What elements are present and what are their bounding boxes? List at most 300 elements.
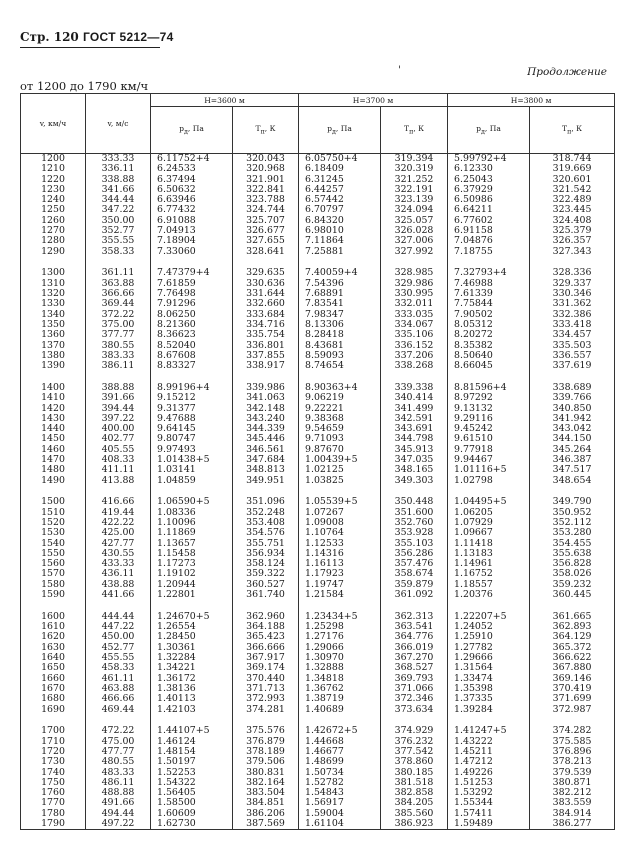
table-cell: 1510: [21, 508, 86, 518]
table-cell: 6.91158: [448, 226, 530, 236]
table-cell: 8.36623: [151, 330, 233, 340]
table-cell: 8.83327: [151, 361, 233, 371]
table-cell: 450.00: [86, 632, 151, 642]
table-cell: 1.36762: [299, 684, 381, 694]
table-cell: 1690: [21, 705, 86, 715]
table-cell: 1.04495+5: [448, 497, 530, 507]
table-cell: 1.22207+5: [448, 612, 530, 622]
table-cell: 367.917: [233, 653, 299, 663]
table-cell: 353.408: [233, 518, 299, 528]
table-cell: 438.88: [86, 580, 151, 590]
table-cell: 400.00: [86, 424, 151, 434]
table-cell: 6.18409: [299, 164, 381, 174]
table-cell: 419.44: [86, 508, 151, 518]
table-cell: 378.213: [530, 757, 615, 767]
table-cell: 1400: [21, 383, 86, 393]
table-cell: 372.987: [530, 705, 615, 715]
table-cell: 372.22: [86, 310, 151, 320]
table-cell: 497.22: [86, 819, 151, 830]
table-cell: 364.776: [381, 632, 448, 642]
table-cell: 1.53292: [448, 788, 530, 798]
table-cell: 1.34818: [299, 674, 381, 684]
table-cell: 326.028: [381, 226, 448, 236]
table-cell: 364.188: [233, 622, 299, 632]
table-cell: 370.419: [530, 684, 615, 694]
table-cell: 355.751: [233, 539, 299, 549]
table-cell: 413.88: [86, 476, 151, 486]
table-cell: 1.16752: [448, 569, 530, 579]
table-cell: 1.54843: [299, 788, 381, 798]
speed-range: от 1200 до 1790 км/ч: [20, 79, 149, 93]
table-cell: 1760: [21, 788, 86, 798]
table-cell: 330.995: [381, 289, 448, 299]
table-cell: 8.05312: [448, 320, 530, 330]
col-speed-ms: v, м/с: [86, 94, 151, 154]
table-cell: 336.557: [530, 351, 615, 361]
table-cell: 1.00439+5: [299, 455, 381, 465]
table-cell: 343.240: [233, 414, 299, 424]
table-cell: 361.11: [86, 268, 151, 278]
col-temperature-2: $T_п$, К: [381, 107, 448, 154]
table-cell: 475.00: [86, 737, 151, 747]
page-number: Стр. 120: [20, 30, 79, 44]
table-cell: 8.99196+4: [151, 383, 233, 393]
table-cell: 9.38368: [299, 414, 381, 424]
table-cell: 363.88: [86, 279, 151, 289]
table-cell: 6.70797: [299, 205, 381, 215]
table-cell: 1.40113: [151, 694, 233, 704]
table-cell: 1.42103: [151, 705, 233, 715]
table-cell: 338.917: [233, 361, 299, 371]
atmosphere-table: [20, 93, 615, 830]
table-cell: 1.22801: [151, 590, 233, 600]
table-cell: 379.539: [530, 768, 615, 778]
table-cell: 9.80747: [151, 434, 233, 444]
table-cell: 355.55: [86, 236, 151, 246]
table-cell: 1.56917: [299, 798, 381, 808]
table-cell: 386.11: [86, 361, 151, 371]
table-cell: 1570: [21, 569, 86, 579]
table-cell: 6.98010: [299, 226, 381, 236]
table-cell: 1.05539+5: [299, 497, 381, 507]
table-cell: 351.600: [381, 508, 448, 518]
table-cell: 9.94467: [448, 455, 530, 465]
table-cell: 8.20272: [448, 330, 530, 340]
table-cell: 338.268: [381, 361, 448, 371]
table-cell: 8.59093: [299, 351, 381, 361]
table-cell: 1.30361: [151, 643, 233, 653]
table-cell: 1.18557: [448, 580, 530, 590]
table-cell: 335.754: [233, 330, 299, 340]
table-cell: 342.148: [233, 404, 299, 414]
table-cell: 1630: [21, 643, 86, 653]
table-cell: 1650: [21, 663, 86, 673]
table-cell: 357.476: [381, 559, 448, 569]
table-cell: 8.66045: [448, 361, 530, 371]
table-cell: 1750: [21, 778, 86, 788]
table-cell: 378.860: [381, 757, 448, 767]
table-cell: 1.08336: [151, 508, 233, 518]
table-cell: 6.05750+4: [299, 154, 381, 165]
table-cell: 335.106: [381, 330, 448, 340]
table-cell: 1290: [21, 247, 86, 257]
table-cell: 369.174: [233, 663, 299, 673]
table-cell: 319.669: [530, 164, 615, 174]
table-cell: 1360: [21, 330, 86, 340]
table-cell: 375.585: [530, 737, 615, 747]
table-cell: 7.47379+4: [151, 268, 233, 278]
table-cell: 1.52782: [299, 778, 381, 788]
table-cell: 350.448: [381, 497, 448, 507]
table-cell: 320.968: [233, 164, 299, 174]
table-cell: 1.38136: [151, 684, 233, 694]
table-cell: 328.641: [233, 247, 299, 257]
table-cell: 337.619: [530, 361, 615, 371]
table-cell: 6.63946: [151, 195, 233, 205]
table-cell: 372.346: [381, 694, 448, 704]
table-cell: 370.440: [233, 674, 299, 684]
table-cell: 1790: [21, 819, 86, 830]
table-cell: 1250: [21, 205, 86, 215]
table-cell: 325.379: [530, 226, 615, 236]
table-cell: 1480: [21, 465, 86, 475]
table-cell: 9.22221: [299, 404, 381, 414]
table-cell: 6.91088: [151, 216, 233, 226]
table-cell: 382.164: [233, 778, 299, 788]
table-cell: 341.66: [86, 185, 151, 195]
table-cell: 349.790: [530, 497, 615, 507]
table-cell: 327.992: [381, 247, 448, 257]
table-cell: 333.33: [86, 154, 151, 165]
table-cell: 1330: [21, 299, 86, 309]
table-cell: 363.541: [381, 622, 448, 632]
table-cell: 427.77: [86, 539, 151, 549]
table-cell: 344.798: [381, 434, 448, 444]
col-pressure-1: $p_д$, Па: [151, 107, 233, 154]
table-cell: 360.527: [233, 580, 299, 590]
table-cell: 8.50640: [448, 351, 530, 361]
table-cell: 1390: [21, 361, 86, 371]
table-cell: 391.66: [86, 393, 151, 403]
table-cell: 1.13183: [448, 549, 530, 559]
table-cell: 344.339: [233, 424, 299, 434]
table-cell: 350.00: [86, 216, 151, 226]
table-cell: 1.27782: [448, 643, 530, 653]
table-cell: 334.067: [381, 320, 448, 330]
table-cell: 1.31564: [448, 663, 530, 673]
table-cell: 335.503: [530, 341, 615, 351]
table-cell: 328.336: [530, 268, 615, 278]
table-cell: 8.90363+4: [299, 383, 381, 393]
table-cell: 371.699: [530, 694, 615, 704]
table-cell: 7.04913: [151, 226, 233, 236]
table-cell: 7.61859: [151, 279, 233, 289]
table-cell: 382.212: [530, 788, 615, 798]
table-cell: 7.98347: [299, 310, 381, 320]
table-cell: 1.24052: [448, 622, 530, 632]
table-cell: 336.11: [86, 164, 151, 174]
table-cell: 416.66: [86, 497, 151, 507]
table-cell: 7.76498: [151, 289, 233, 299]
table-cell: 1270: [21, 226, 86, 236]
table-cell: 366.66: [86, 289, 151, 299]
table-cell: 1.35398: [448, 684, 530, 694]
table-cell: 367.880: [530, 663, 615, 673]
table-cell: 7.11864: [299, 236, 381, 246]
table-cell: 343.691: [381, 424, 448, 434]
table-cell: 1.46677: [299, 747, 381, 757]
table-cell: 441.66: [86, 590, 151, 600]
table-cell: 494.44: [86, 809, 151, 819]
table-cell: 368.527: [381, 663, 448, 673]
table-cell: 7.18755: [448, 247, 530, 257]
table-cell: 354.455: [530, 539, 615, 549]
table-cell: 1.50734: [299, 768, 381, 778]
col-pressure-2: $p_д$, Па: [299, 107, 381, 154]
table-cell: 375.00: [86, 320, 151, 330]
table-cell: 1260: [21, 216, 86, 226]
table-cell: 1.36172: [151, 674, 233, 684]
table-row: [21, 476, 615, 486]
table-cell: 9.47688: [151, 414, 233, 424]
table-cell: 1740: [21, 768, 86, 778]
table-cell: 353.280: [530, 528, 615, 538]
col-pressure-3: $p_д$, Па: [448, 107, 530, 154]
table-cell: 1.11418: [448, 539, 530, 549]
table-cell: 341.499: [381, 404, 448, 414]
table-row: [21, 757, 615, 767]
table-cell: 323.139: [381, 195, 448, 205]
table-cell: 320.043: [233, 154, 299, 165]
table-cell: 329.635: [233, 268, 299, 278]
table-cell: 369.793: [381, 674, 448, 684]
table-cell: 337.206: [381, 351, 448, 361]
table-cell: 336.152: [381, 341, 448, 351]
table-cell: 1780: [21, 809, 86, 819]
table-cell: 9.87670: [299, 445, 381, 455]
table-cell: 1.59004: [299, 809, 381, 819]
table-cell: 6.50632: [151, 185, 233, 195]
table-row: [21, 330, 615, 340]
table-cell: 327.343: [530, 247, 615, 257]
table-cell: 7.68891: [299, 289, 381, 299]
table-cell: 348.165: [381, 465, 448, 475]
table-cell: 7.90502: [448, 310, 530, 320]
table-cell: 461.11: [86, 674, 151, 684]
table-cell: 338.689: [530, 383, 615, 393]
table-cell: 6.37929: [448, 185, 530, 195]
table-cell: 1300: [21, 268, 86, 278]
table-cell: 352.760: [381, 518, 448, 528]
table-cell: 1320: [21, 289, 86, 299]
table-cell: 1490: [21, 476, 86, 486]
table-cell: 1230: [21, 185, 86, 195]
table-cell: 9.54659: [299, 424, 381, 434]
table-cell: 1.57411: [448, 809, 530, 819]
table-cell: 338.88: [86, 175, 151, 185]
table-cell: 7.91296: [151, 299, 233, 309]
table-cell: 374.282: [530, 726, 615, 736]
table-cell: 328.985: [381, 268, 448, 278]
table-cell: 358.124: [233, 559, 299, 569]
table-cell: 1.40689: [299, 705, 381, 715]
table-cell: 383.33: [86, 351, 151, 361]
table-cell: 1.27176: [299, 632, 381, 642]
table-cell: 327.655: [233, 236, 299, 246]
table-cell: 7.54396: [299, 279, 381, 289]
table-cell: 340.414: [381, 393, 448, 403]
table-cell: 1.62730: [151, 819, 233, 830]
table-cell: 8.52040: [151, 341, 233, 351]
table-row: [21, 705, 615, 715]
continuation-label: Продолжение: [527, 66, 607, 78]
table-cell: 383.559: [530, 798, 615, 808]
table-cell: 480.55: [86, 757, 151, 767]
table-cell: 1.47212: [448, 757, 530, 767]
table-cell: 9.29116: [448, 414, 530, 424]
table-cell: 1.42672+5: [299, 726, 381, 736]
table-cell: 365.372: [530, 643, 615, 653]
table-cell: 360.445: [530, 590, 615, 600]
table-cell: 343.042: [530, 424, 615, 434]
table-cell: 374.281: [233, 705, 299, 715]
table-cell: 6.77602: [448, 216, 530, 226]
table-cell: 359.322: [233, 569, 299, 579]
table-cell: 1.01116+5: [448, 465, 530, 475]
table-cell: 380.55: [86, 341, 151, 351]
table-cell: 9.13132: [448, 404, 530, 414]
table-cell: 1430: [21, 414, 86, 424]
table-cell: 379.506: [233, 757, 299, 767]
table-cell: 1530: [21, 528, 86, 538]
table-cell: 1540: [21, 539, 86, 549]
table-cell: 364.129: [530, 632, 615, 642]
table-cell: 1470: [21, 455, 86, 465]
table-cell: 324.744: [233, 205, 299, 215]
table-cell: 458.33: [86, 663, 151, 673]
table-cell: 7.32793+4: [448, 268, 530, 278]
table-cell: 330.636: [233, 279, 299, 289]
table-cell: 1450: [21, 434, 86, 444]
table-cell: 1.07929: [448, 518, 530, 528]
table-cell: 411.11: [86, 465, 151, 475]
table-cell: 372.993: [233, 694, 299, 704]
table-cell: 359.879: [381, 580, 448, 590]
table-cell: 463.88: [86, 684, 151, 694]
table-cell: 1.23434+5: [299, 612, 381, 622]
table-cell: 352.77: [86, 226, 151, 236]
table-cell: 1.20376: [448, 590, 530, 600]
table-cell: 9.61510: [448, 434, 530, 444]
table-cell: 371.713: [233, 684, 299, 694]
table-cell: 371.066: [381, 684, 448, 694]
table-cell: 385.560: [381, 809, 448, 819]
col-speed-kmh: v, км/ч: [21, 94, 86, 154]
table-cell: 351.096: [233, 497, 299, 507]
table-cell: 1.19747: [299, 580, 381, 590]
table-cell: 330.346: [530, 289, 615, 299]
table-cell: 1.06590+5: [151, 497, 233, 507]
table-cell: 9.77918: [448, 445, 530, 455]
table-cell: 340.850: [530, 404, 615, 414]
table-cell: 1340: [21, 310, 86, 320]
table-cell: 1.58500: [151, 798, 233, 808]
table-cell: 1.52253: [151, 768, 233, 778]
table-cell: 7.25881: [299, 247, 381, 257]
table-cell: 324.408: [530, 216, 615, 226]
table-cell: 1.11869: [151, 528, 233, 538]
table-cell: 347.035: [381, 455, 448, 465]
table-cell: 366.666: [233, 643, 299, 653]
table-row: [21, 819, 615, 830]
table-cell: 321.542: [530, 185, 615, 195]
table-cell: 1640: [21, 653, 86, 663]
table-cell: 491.66: [86, 798, 151, 808]
header-rule: [20, 47, 160, 48]
table-cell: 1.03141: [151, 465, 233, 475]
table-cell: 1350: [21, 320, 86, 330]
table-cell: 6.57442: [299, 195, 381, 205]
table-cell: 405.55: [86, 445, 151, 455]
table-cell: 1.17923: [299, 569, 381, 579]
table-cell: 345.446: [233, 434, 299, 444]
table-cell: 352.248: [233, 508, 299, 518]
table-cell: 1.02798: [448, 476, 530, 486]
table-cell: 8.35382: [448, 341, 530, 351]
table-cell: 347.684: [233, 455, 299, 465]
table-cell: 374.929: [381, 726, 448, 736]
table-cell: 375.576: [233, 726, 299, 736]
table-cell: 339.338: [381, 383, 448, 393]
table-cell: 8.67608: [151, 351, 233, 361]
table-cell: 376.879: [233, 737, 299, 747]
table-cell: 1.25298: [299, 622, 381, 632]
table-cell: 331.644: [233, 289, 299, 299]
table-cell: 383.504: [233, 788, 299, 798]
table-cell: 1.55344: [448, 798, 530, 808]
table-cell: 1.09667: [448, 528, 530, 538]
table-cell: 1.29066: [299, 643, 381, 653]
table-cell: 1770: [21, 798, 86, 808]
table-cell: 1.46124: [151, 737, 233, 747]
table-cell: 369.146: [530, 674, 615, 684]
table-cell: 362.313: [381, 612, 448, 622]
table-cell: 332.660: [233, 299, 299, 309]
table-cell: 332.386: [530, 310, 615, 320]
table-cell: 8.97292: [448, 393, 530, 403]
table-cell: 324.094: [381, 205, 448, 215]
table-cell: 1660: [21, 674, 86, 684]
table-cell: 8.43681: [299, 341, 381, 351]
table-cell: 9.71093: [299, 434, 381, 444]
table-cell: 386.277: [530, 819, 615, 830]
table-cell: 386.206: [233, 809, 299, 819]
table-cell: 358.674: [381, 569, 448, 579]
table-cell: 387.569: [233, 819, 299, 830]
table-cell: 384.914: [530, 809, 615, 819]
table-cell: 6.77432: [151, 205, 233, 215]
table-cell: 447.22: [86, 622, 151, 632]
table-cell: 436.11: [86, 569, 151, 579]
table-cell: 1.51253: [448, 778, 530, 788]
table-row: [21, 590, 615, 600]
table-cell: 452.77: [86, 643, 151, 653]
table-cell: 376.232: [381, 737, 448, 747]
table-cell: 352.112: [530, 518, 615, 528]
table-cell: 7.75844: [448, 299, 530, 309]
table-cell: 6.44257: [299, 185, 381, 195]
table-cell: 1.24670+5: [151, 612, 233, 622]
